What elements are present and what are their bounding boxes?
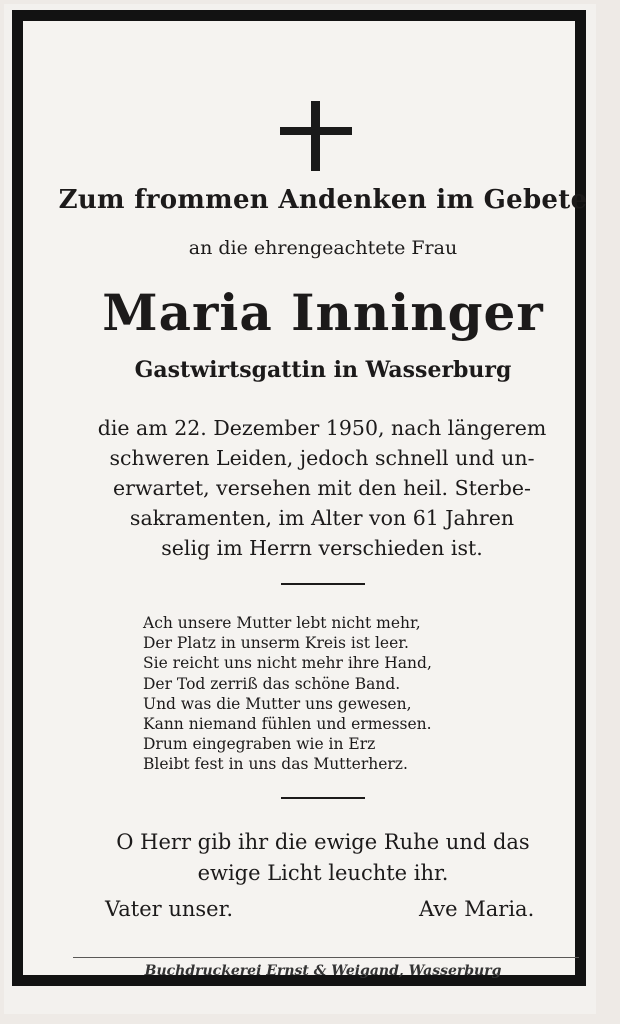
printer-imprint: Buchdruckerei Ernst & Weigand, Wasserburg <box>144 963 502 979</box>
prayer <box>23 827 620 889</box>
footer-divider <box>73 957 579 958</box>
body-line: selig im Herrn verschieden ist. <box>161 536 483 560</box>
card-subheading: an die ehrengeachtete Frau <box>188 237 458 259</box>
body-line: die am 22. Dezember 1950, nach längerem <box>97 416 547 440</box>
card-heading: Zum frommen Andenken im Gebete <box>58 185 588 215</box>
prayer-line: ewige Licht leuchte ihr. <box>197 861 449 885</box>
poem-line: Drum eingegraben wie in Erz <box>143 735 376 754</box>
prayer-line: O Herr gib ihr die ewige Ruhe und das <box>116 830 530 854</box>
divider-upper <box>281 583 365 585</box>
death-notice-text <box>87 413 557 563</box>
body-line: sakramenten, im Alter von 61 Jahren <box>129 506 515 530</box>
deceased-name: Maria Inninger <box>102 283 544 342</box>
closing-vater-unser: Vater unser. <box>105 897 233 921</box>
poem-line: Sie reicht uns nicht mehr ihre Hand, <box>143 654 432 673</box>
poem-line: Ach unsere Mutter lebt nicht mehr, <box>143 614 421 632</box>
poem-line: Bleibt fest in uns das Mutterherz. <box>143 755 408 774</box>
poem-line: Und was die Mutter uns gewesen, <box>143 694 412 713</box>
poem-line: Kann niemand fühlen und ermessen. <box>143 715 432 734</box>
poem-line: Der Tod zerriß das schöne Band. <box>143 674 401 693</box>
poem <box>143 613 563 775</box>
body-line: schweren Leiden, jedoch schnell und un- <box>109 446 535 470</box>
memorial-card <box>4 4 596 1014</box>
closing-ave-maria: Ave Maria. <box>419 897 535 921</box>
divider-lower <box>281 797 365 799</box>
deceased-occupation: Gastwirtsgattin in Wasserburg <box>134 357 512 383</box>
cross-icon <box>280 101 352 171</box>
mourning-border <box>12 10 586 986</box>
body-line: erwartet, versehen mit den heil. Sterbe- <box>113 476 531 500</box>
poem-line: Der Platz in unserm Kreis ist leer. <box>143 634 409 653</box>
